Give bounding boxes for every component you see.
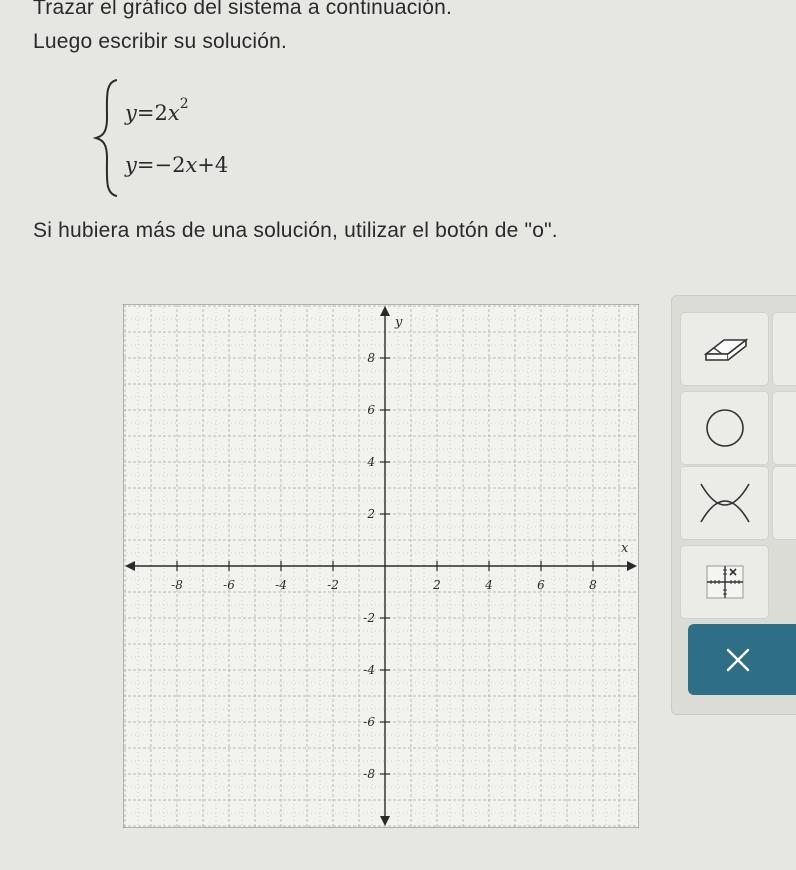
tool-button-partial[interactable] xyxy=(772,466,796,540)
eq2-rel: = xyxy=(136,153,155,177)
instruction-line-1: Trazar el gráfico del sistema a continuación. xyxy=(33,0,453,19)
y-tick-label: 6 xyxy=(367,403,375,417)
parabola-tool-icon xyxy=(697,480,753,526)
eq1-exp: 2 xyxy=(179,96,189,112)
x-tick-label: -4 xyxy=(275,578,287,592)
eq2-lhs: y xyxy=(125,153,137,177)
y-axis-label: y xyxy=(395,315,403,330)
eraser-button[interactable] xyxy=(680,312,769,386)
tool-button-partial[interactable] xyxy=(772,391,796,465)
or-button[interactable] xyxy=(680,391,769,465)
eq2-rhs-suffix: +4 xyxy=(197,153,229,177)
eq1-rel: = xyxy=(136,101,155,125)
eq1-lhs: y xyxy=(125,101,137,125)
circle-icon xyxy=(703,406,747,450)
grid-settings-icon xyxy=(703,562,747,602)
eq1-coef: 2 xyxy=(154,101,168,125)
equation-1 xyxy=(125,96,189,125)
instruction-line-2: Luego escribir su solución. xyxy=(33,30,288,53)
x-tick-label: -6 xyxy=(223,578,235,592)
x-axis-label: x xyxy=(621,541,629,556)
eq2-var: x xyxy=(185,153,198,177)
equation-2 xyxy=(125,153,228,177)
multi-solution-note: Si hubiera más de una solución, utilizar el botón de "o". xyxy=(33,219,558,242)
x-tick-label: -8 xyxy=(171,578,183,592)
close-icon xyxy=(725,647,751,673)
x-tick-label: 2 xyxy=(433,578,441,592)
x-tick-label: 6 xyxy=(537,578,545,592)
grid-settings-button[interactable] xyxy=(680,545,769,619)
x-tick-label: -2 xyxy=(327,578,339,592)
system-brace xyxy=(93,78,123,198)
y-tick-label: 4 xyxy=(367,455,375,469)
tool-button-partial[interactable] xyxy=(772,312,796,386)
y-tick-label: -8 xyxy=(363,767,375,781)
y-tick-label: -2 xyxy=(363,611,375,625)
eraser-icon xyxy=(700,334,750,364)
parabola-tool-button[interactable] xyxy=(680,466,769,540)
eq2-rhs-prefix: −2 xyxy=(154,153,186,177)
y-tick-label: -6 xyxy=(363,715,375,729)
x-tick-label: 8 xyxy=(589,578,597,592)
close-button[interactable] xyxy=(688,624,796,695)
y-tick-label: -4 xyxy=(363,663,375,677)
eq1-var: x xyxy=(167,101,180,125)
x-tick-label: 4 xyxy=(485,578,493,592)
equation-system xyxy=(93,78,293,198)
graph-canvas[interactable] xyxy=(123,304,639,828)
y-tick-label: 8 xyxy=(367,351,375,365)
y-tick-label: 2 xyxy=(367,507,375,521)
